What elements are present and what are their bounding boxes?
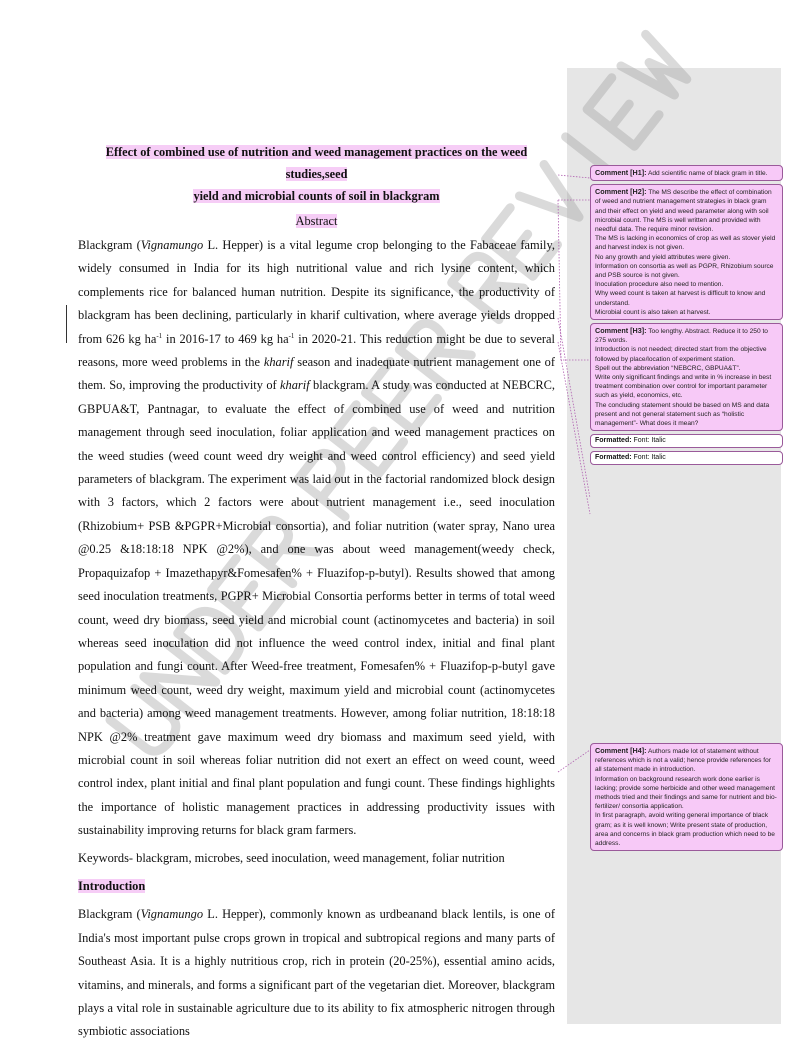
comment-text: Information on background research work done earlier is lacking; provide some herbicide and other weed management methods tried and their findings and same for nutrient and bio-fertilizer/ consortia application. bbox=[595, 775, 777, 811]
title-line-2: yield and microbial counts of soil in blackgram bbox=[193, 189, 440, 203]
formatted-note-1[interactable]: Formatted: Font: Italic bbox=[590, 434, 783, 448]
comment-text: Introduction is not needed; directed start from the objective followed by place/location of experiment station. bbox=[595, 346, 767, 363]
italic-text: kharif bbox=[263, 355, 294, 370]
text-run: blackgram. A study was conducted at NEBCRC, GBPUA&T, Pantnagar, to evaluate the effect of combined use of weed and nutrition management through seed inoculation, foliar application and weed management practices on the weed studies (weed count weed dry weight and weed control efficiency) and seed yield parameters of blackgram. The experiment was laid out in the factorial randomized block design with 3 factors, which 2 factors were about nutrient management i.e., seed inoculation (Rhizobium+ PSB &PGPR+Microbial consortia), and foliar nutrition (water spray, Nano urea @0.25 &18:18:18 NPK @2%), and one was about weed management(weedy check, Propaquizafop + Imazethapyr&Fomesafen% + Fluazifop-p-butyl). Results showed that among seed inoculation treatments, PGPR+ Microbial Consortia performs better in terms of total weed count, weed dry biomass, seed yield and microbial count (actinomycetes and bacteria) in soil whereas seed inoculation did not influence the weed control index, initial and final plant population and fungi count. After Weed-free treatment, Fomesafen% + Fluazifop-p-butyl gave minimum weed count, weed dry weight, maximum yield and microbial count (actinomycetes and bacteria) among weed management treatments. However, among foliar nutrition, 18:18:18 NPK @2% treatment gave maximum weed dry biomass and maximum seed yield, with microbial count in soil whereas foliar nutrition did not exert an effect on weed count, weed control index, plant initial and final plant population and fungi count. These findings highlights the importance of holistic management practices in addressing productivity issues with sustainability improving returns for black gram farmers. bbox=[78, 378, 555, 838]
italic-text: kharif bbox=[280, 378, 310, 393]
text-run: Blackgram ( bbox=[78, 907, 141, 922]
comment-h4[interactable] bbox=[590, 743, 783, 851]
comment-text: Information on consortia as well as PGPR, Rhizobium source and PSB source is not given. bbox=[595, 262, 774, 280]
comment-text: Inoculation procedure also need to mention. bbox=[595, 281, 724, 289]
introduction-paragraph bbox=[78, 903, 555, 1043]
text-run: in 2016-17 to 469 kg ha bbox=[162, 331, 289, 346]
text-run: season and inadequate nutrient management one of them. So, improving the productivity of bbox=[78, 355, 555, 393]
comment-text: The MS describe the effect of combination of weed and nutrient management strategies in black gram and their effect on yield and weed parameter along with soil microbial count. The MS is well written and provided with needful data. The require minor revision. bbox=[595, 189, 772, 234]
comment-h3[interactable] bbox=[590, 323, 783, 431]
abstract-paragraph bbox=[78, 234, 555, 843]
comment-label: Comment [H4]: bbox=[595, 746, 647, 755]
comment-text: Why weed count is taken at harvest is difficult to know and understand. bbox=[595, 290, 766, 307]
comment-text: The MS is lacking in economics of crop as well as stover yield and harvest index is not given. bbox=[595, 235, 776, 252]
change-bar bbox=[66, 305, 67, 343]
superscript: -1 bbox=[156, 331, 163, 340]
document-title bbox=[78, 141, 555, 207]
title-line-1: Effect of combined use of nutrition and weed management practices on the weed studies,seed bbox=[105, 145, 528, 181]
superscript: -1 bbox=[288, 331, 295, 340]
document-body bbox=[78, 141, 555, 1044]
comment-text: Too lengthy. Abstract. Reduce it to 250 to 275 words. bbox=[595, 328, 768, 345]
comment-text: The concluding statement should be based on MS and data present and not general statement such as “holistic management”- What does it mean? bbox=[595, 401, 770, 428]
formatted-note-2[interactable]: Formatted: Font: Italic bbox=[590, 451, 783, 465]
comments-stack bbox=[590, 165, 783, 465]
italic-text: Vignamungo bbox=[140, 907, 204, 922]
abstract-heading: Abstract bbox=[295, 214, 338, 228]
comment-text: Microbial count is also taken at harvest. bbox=[595, 308, 711, 316]
text-run: Blackgram ( bbox=[78, 238, 141, 252]
italic-text: Vignamungo bbox=[140, 238, 204, 252]
comment-text: Authors made lot of statement without references which is not a valid; hence provide references for all statement made in introduction. bbox=[595, 748, 771, 774]
comment-text: No any growth and yield attributes were given. bbox=[595, 253, 731, 261]
comment-text: Write only significant findings and write in % increase in best treatment combination over control for important parameter such as yield, economics, etc. bbox=[595, 374, 772, 400]
comment-label: Comment [H3]: bbox=[595, 326, 647, 336]
comment-h2[interactable] bbox=[590, 184, 783, 320]
text-run: L. Hepper), commonly known as urdbeanand black lentils, is one of India's most important pulse crops grown in tropical and subtropical regions and many parts of Southeast Asia. It is a highly nutritious crop, rich in protein (20-25%), essential amino acids, vitamins, and minerals, and forms a significant part of the vegetarian diet. Moreover, blackgram plays a vital role in sustainable agriculture due to its ability to fix atmospheric nitrogen through symbiotic associations bbox=[78, 907, 555, 1039]
text-run: L. Hepper) is a vital legume crop belonging to the Fabaceae family, widely consumed in India for its high nutritional value and rich lysine content, which complements rice for balanced human nutrition. Despite its significance, the productivity of blackgram has been declining, particularly in kharif cultivation, where average yields dropped from 626 kg ha bbox=[78, 238, 555, 346]
comment-text: In first paragraph, avoid writing general importance of black gram; as it is well known; Write present state of production, area and concerns in black gram production which need to be address. bbox=[595, 812, 775, 848]
text-run: in 2020-21. This reduction might be due to several reasons, more weed problems in the bbox=[78, 331, 555, 370]
comment-h1[interactable] bbox=[590, 165, 783, 181]
comment-text: Spell out the abbreviation “NEBCRC, GBPUA&T”. bbox=[595, 364, 741, 372]
introduction-heading: Introduction bbox=[78, 878, 146, 893]
comment-label: Comment [H1]: bbox=[595, 168, 647, 177]
comment-label: Comment [H2]: bbox=[595, 187, 647, 197]
keywords: Keywords- blackgram, microbes, seed inoculation, weed management, foliar nutrition bbox=[78, 850, 505, 865]
comment-text: Add scientific name of black gram in title. bbox=[647, 170, 768, 177]
